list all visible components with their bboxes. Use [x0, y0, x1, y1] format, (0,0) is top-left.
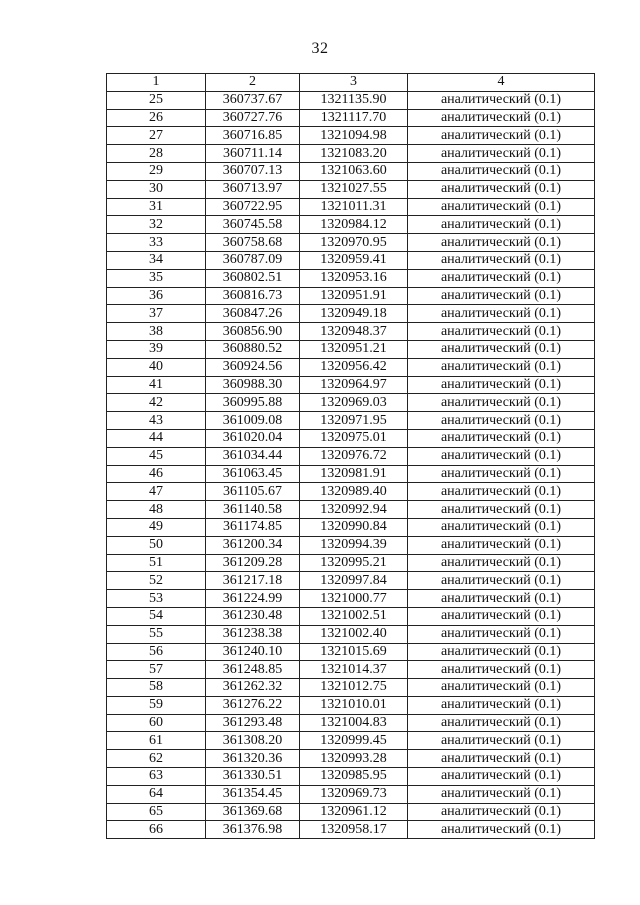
method-cell: аналитический (0.1)	[408, 714, 595, 732]
point-number-cell: 27	[107, 127, 206, 145]
method-cell: аналитический (0.1)	[408, 696, 595, 714]
table-row	[107, 269, 595, 287]
method-cell: аналитический (0.1)	[408, 287, 595, 305]
point-number-cell: 61	[107, 732, 206, 750]
y-coordinate-cell: 1321063.60	[300, 162, 408, 180]
table-row	[107, 376, 595, 394]
y-coordinate-cell: 1321014.37	[300, 661, 408, 679]
point-number-cell: 37	[107, 305, 206, 323]
table-row	[107, 643, 595, 661]
x-coordinate-cell: 361262.32	[206, 679, 300, 697]
point-number-cell: 47	[107, 483, 206, 501]
header-col-3: 3	[300, 74, 408, 92]
point-number-cell: 46	[107, 465, 206, 483]
method-cell: аналитический (0.1)	[408, 340, 595, 358]
x-coordinate-cell: 361174.85	[206, 518, 300, 536]
point-number-cell: 65	[107, 803, 206, 821]
y-coordinate-cell: 1320989.40	[300, 483, 408, 501]
x-coordinate-cell: 360713.97	[206, 180, 300, 198]
x-coordinate-cell: 360727.76	[206, 109, 300, 127]
method-cell: аналитический (0.1)	[408, 91, 595, 109]
x-coordinate-cell: 360816.73	[206, 287, 300, 305]
table-row	[107, 536, 595, 554]
table-row	[107, 572, 595, 590]
y-coordinate-cell: 1320971.95	[300, 412, 408, 430]
x-coordinate-cell: 361034.44	[206, 447, 300, 465]
point-number-cell: 50	[107, 536, 206, 554]
method-cell: аналитический (0.1)	[408, 394, 595, 412]
x-coordinate-cell: 361200.34	[206, 536, 300, 554]
y-coordinate-cell: 1320976.72	[300, 447, 408, 465]
point-number-cell: 39	[107, 340, 206, 358]
x-coordinate-cell: 360995.88	[206, 394, 300, 412]
point-number-cell: 28	[107, 145, 206, 163]
table-row	[107, 180, 595, 198]
table-row	[107, 607, 595, 625]
x-coordinate-cell: 360711.14	[206, 145, 300, 163]
x-coordinate-cell: 360722.95	[206, 198, 300, 216]
x-coordinate-cell: 360988.30	[206, 376, 300, 394]
method-cell: аналитический (0.1)	[408, 269, 595, 287]
header-col-4: 4	[408, 74, 595, 92]
point-number-cell: 44	[107, 429, 206, 447]
table-row	[107, 394, 595, 412]
x-coordinate-cell: 361230.48	[206, 607, 300, 625]
y-coordinate-cell: 1320992.94	[300, 501, 408, 519]
table-row	[107, 429, 595, 447]
point-number-cell: 62	[107, 750, 206, 768]
y-coordinate-cell: 1321000.77	[300, 590, 408, 608]
method-cell: аналитический (0.1)	[408, 198, 595, 216]
y-coordinate-cell: 1321012.75	[300, 679, 408, 697]
x-coordinate-cell: 360737.67	[206, 91, 300, 109]
point-number-cell: 51	[107, 554, 206, 572]
x-coordinate-cell: 361293.48	[206, 714, 300, 732]
y-coordinate-cell: 1320970.95	[300, 234, 408, 252]
table-row	[107, 323, 595, 341]
table-row	[107, 287, 595, 305]
y-coordinate-cell: 1321011.31	[300, 198, 408, 216]
x-coordinate-cell: 361105.67	[206, 483, 300, 501]
y-coordinate-cell: 1321027.55	[300, 180, 408, 198]
method-cell: аналитический (0.1)	[408, 323, 595, 341]
point-number-cell: 38	[107, 323, 206, 341]
y-coordinate-cell: 1320993.28	[300, 750, 408, 768]
y-coordinate-cell: 1321002.40	[300, 625, 408, 643]
method-cell: аналитический (0.1)	[408, 590, 595, 608]
x-coordinate-cell: 361354.45	[206, 785, 300, 803]
point-number-cell: 35	[107, 269, 206, 287]
point-number-cell: 40	[107, 358, 206, 376]
x-coordinate-cell: 361240.10	[206, 643, 300, 661]
y-coordinate-cell: 1321083.20	[300, 145, 408, 163]
x-coordinate-cell: 361063.45	[206, 465, 300, 483]
table-row	[107, 340, 595, 358]
x-coordinate-cell: 361276.22	[206, 696, 300, 714]
y-coordinate-cell: 1321015.69	[300, 643, 408, 661]
table-row	[107, 251, 595, 269]
point-number-cell: 34	[107, 251, 206, 269]
point-number-cell: 29	[107, 162, 206, 180]
x-coordinate-cell: 361140.58	[206, 501, 300, 519]
x-coordinate-cell: 360847.26	[206, 305, 300, 323]
y-coordinate-cell: 1320969.03	[300, 394, 408, 412]
method-cell: аналитический (0.1)	[408, 483, 595, 501]
table-row	[107, 305, 595, 323]
method-cell: аналитический (0.1)	[408, 607, 595, 625]
y-coordinate-cell: 1321117.70	[300, 109, 408, 127]
table-row	[107, 412, 595, 430]
table-row	[107, 696, 595, 714]
table-row	[107, 750, 595, 768]
x-coordinate-cell: 360707.13	[206, 162, 300, 180]
x-coordinate-cell: 360758.68	[206, 234, 300, 252]
point-number-cell: 52	[107, 572, 206, 590]
method-cell: аналитический (0.1)	[408, 785, 595, 803]
point-number-cell: 55	[107, 625, 206, 643]
point-number-cell: 45	[107, 447, 206, 465]
y-coordinate-cell: 1320958.17	[300, 821, 408, 839]
method-cell: аналитический (0.1)	[408, 643, 595, 661]
table-row	[107, 358, 595, 376]
table-row	[107, 661, 595, 679]
table-row	[107, 803, 595, 821]
y-coordinate-cell: 1320959.41	[300, 251, 408, 269]
x-coordinate-cell: 360924.56	[206, 358, 300, 376]
x-coordinate-cell: 360880.52	[206, 340, 300, 358]
y-coordinate-cell: 1320999.45	[300, 732, 408, 750]
table-row	[107, 91, 595, 109]
page-number: 32	[311, 40, 329, 57]
y-coordinate-cell: 1320969.73	[300, 785, 408, 803]
x-coordinate-cell: 361217.18	[206, 572, 300, 590]
y-coordinate-cell: 1320964.97	[300, 376, 408, 394]
method-cell: аналитический (0.1)	[408, 412, 595, 430]
point-number-cell: 58	[107, 679, 206, 697]
method-cell: аналитический (0.1)	[408, 162, 595, 180]
x-coordinate-cell: 361369.68	[206, 803, 300, 821]
x-coordinate-cell: 361238.38	[206, 625, 300, 643]
table-header	[107, 74, 595, 92]
method-cell: аналитический (0.1)	[408, 376, 595, 394]
point-number-cell: 32	[107, 216, 206, 234]
table-row	[107, 732, 595, 750]
method-cell: аналитический (0.1)	[408, 127, 595, 145]
method-cell: аналитический (0.1)	[408, 732, 595, 750]
point-number-cell: 59	[107, 696, 206, 714]
y-coordinate-cell: 1320984.12	[300, 216, 408, 234]
point-number-cell: 57	[107, 661, 206, 679]
method-cell: аналитический (0.1)	[408, 501, 595, 519]
method-cell: аналитический (0.1)	[408, 536, 595, 554]
y-coordinate-cell: 1320956.42	[300, 358, 408, 376]
y-coordinate-cell: 1320985.95	[300, 768, 408, 786]
y-coordinate-cell: 1320949.18	[300, 305, 408, 323]
y-coordinate-cell: 1320975.01	[300, 429, 408, 447]
point-number-cell: 36	[107, 287, 206, 305]
x-coordinate-cell: 361320.36	[206, 750, 300, 768]
x-coordinate-cell: 361330.51	[206, 768, 300, 786]
point-number-cell: 64	[107, 785, 206, 803]
method-cell: аналитический (0.1)	[408, 447, 595, 465]
point-number-cell: 30	[107, 180, 206, 198]
x-coordinate-cell: 360787.09	[206, 251, 300, 269]
table-row	[107, 145, 595, 163]
table-row	[107, 768, 595, 786]
y-coordinate-cell: 1320948.37	[300, 323, 408, 341]
table-row	[107, 162, 595, 180]
y-coordinate-cell: 1321010.01	[300, 696, 408, 714]
table-row	[107, 447, 595, 465]
point-number-cell: 26	[107, 109, 206, 127]
point-number-cell: 31	[107, 198, 206, 216]
x-coordinate-cell: 361376.98	[206, 821, 300, 839]
y-coordinate-cell: 1320951.91	[300, 287, 408, 305]
method-cell: аналитический (0.1)	[408, 679, 595, 697]
y-coordinate-cell: 1320995.21	[300, 554, 408, 572]
y-coordinate-cell: 1320981.91	[300, 465, 408, 483]
table-row	[107, 501, 595, 519]
method-cell: аналитический (0.1)	[408, 768, 595, 786]
point-number-cell: 33	[107, 234, 206, 252]
x-coordinate-cell: 360856.90	[206, 323, 300, 341]
x-coordinate-cell: 360802.51	[206, 269, 300, 287]
table-row	[107, 590, 595, 608]
method-cell: аналитический (0.1)	[408, 465, 595, 483]
x-coordinate-cell: 361020.04	[206, 429, 300, 447]
header-row	[107, 74, 595, 92]
x-coordinate-cell: 361224.99	[206, 590, 300, 608]
y-coordinate-cell: 1320994.39	[300, 536, 408, 554]
x-coordinate-cell: 361308.20	[206, 732, 300, 750]
method-cell: аналитический (0.1)	[408, 234, 595, 252]
method-cell: аналитический (0.1)	[408, 429, 595, 447]
table-row	[107, 127, 595, 145]
y-coordinate-cell: 1321135.90	[300, 91, 408, 109]
point-number-cell: 43	[107, 412, 206, 430]
method-cell: аналитический (0.1)	[408, 251, 595, 269]
method-cell: аналитический (0.1)	[408, 625, 595, 643]
method-cell: аналитический (0.1)	[408, 109, 595, 127]
table-row	[107, 216, 595, 234]
y-coordinate-cell: 1321002.51	[300, 607, 408, 625]
x-coordinate-cell: 360716.85	[206, 127, 300, 145]
x-coordinate-cell: 361248.85	[206, 661, 300, 679]
table-row	[107, 465, 595, 483]
table-row	[107, 679, 595, 697]
point-number-cell: 48	[107, 501, 206, 519]
y-coordinate-cell: 1320997.84	[300, 572, 408, 590]
header-col-1: 1	[107, 74, 206, 92]
point-number-cell: 41	[107, 376, 206, 394]
y-coordinate-cell: 1320961.12	[300, 803, 408, 821]
table-row	[107, 483, 595, 501]
point-number-cell: 63	[107, 768, 206, 786]
table-row	[107, 625, 595, 643]
table-row	[107, 821, 595, 839]
point-number-cell: 42	[107, 394, 206, 412]
method-cell: аналитический (0.1)	[408, 554, 595, 572]
point-number-cell: 66	[107, 821, 206, 839]
method-cell: аналитический (0.1)	[408, 661, 595, 679]
coordinates-table	[106, 73, 595, 839]
table-row	[107, 198, 595, 216]
y-coordinate-cell: 1320990.84	[300, 518, 408, 536]
table-row	[107, 554, 595, 572]
point-number-cell: 53	[107, 590, 206, 608]
point-number-cell: 25	[107, 91, 206, 109]
method-cell: аналитический (0.1)	[408, 216, 595, 234]
method-cell: аналитический (0.1)	[408, 145, 595, 163]
header-col-2: 2	[206, 74, 300, 92]
table-row	[107, 109, 595, 127]
x-coordinate-cell: 361209.28	[206, 554, 300, 572]
table-body	[107, 91, 595, 838]
method-cell: аналитический (0.1)	[408, 750, 595, 768]
table-row	[107, 518, 595, 536]
table-row	[107, 714, 595, 732]
method-cell: аналитический (0.1)	[408, 821, 595, 839]
x-coordinate-cell: 361009.08	[206, 412, 300, 430]
method-cell: аналитический (0.1)	[408, 305, 595, 323]
y-coordinate-cell: 1321004.83	[300, 714, 408, 732]
y-coordinate-cell: 1321094.98	[300, 127, 408, 145]
table-row	[107, 785, 595, 803]
method-cell: аналитический (0.1)	[408, 803, 595, 821]
y-coordinate-cell: 1320953.16	[300, 269, 408, 287]
y-coordinate-cell: 1320951.21	[300, 340, 408, 358]
method-cell: аналитический (0.1)	[408, 518, 595, 536]
table-row	[107, 234, 595, 252]
method-cell: аналитический (0.1)	[408, 358, 595, 376]
point-number-cell: 49	[107, 518, 206, 536]
point-number-cell: 56	[107, 643, 206, 661]
point-number-cell: 60	[107, 714, 206, 732]
point-number-cell: 54	[107, 607, 206, 625]
x-coordinate-cell: 360745.58	[206, 216, 300, 234]
method-cell: аналитический (0.1)	[408, 572, 595, 590]
method-cell: аналитический (0.1)	[408, 180, 595, 198]
